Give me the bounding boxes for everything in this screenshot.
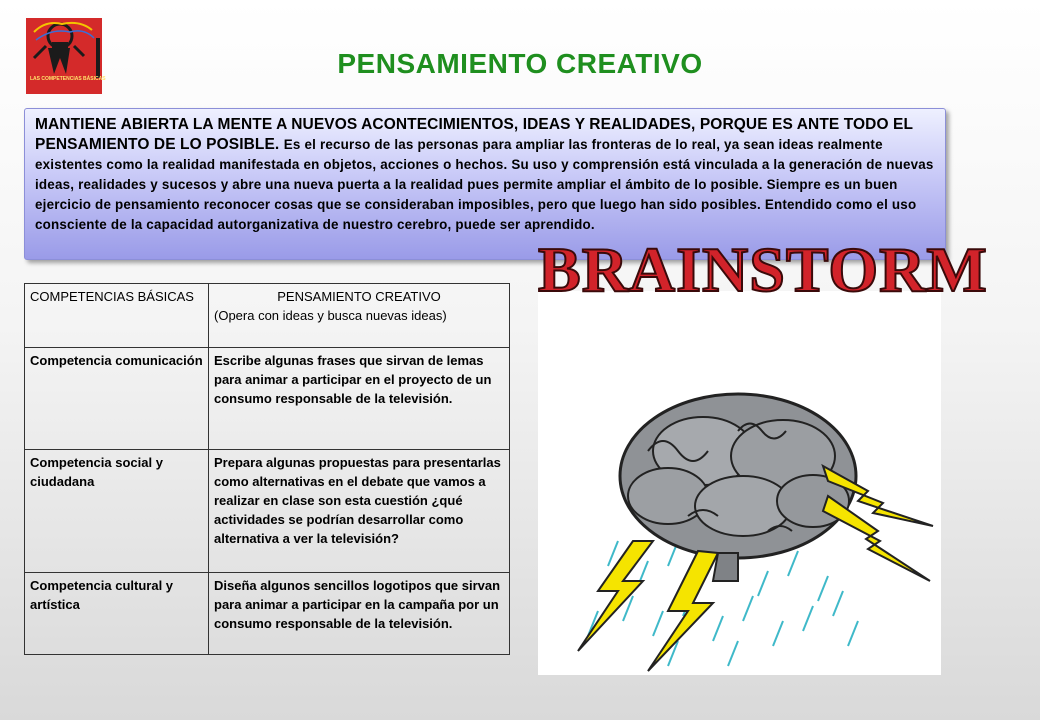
table-row: [25, 450, 510, 573]
brainstorm-illustration: [538, 234, 988, 675]
logo-caption: LAS COMPETENCIAS BÁSICAS: [30, 76, 106, 82]
header-creative-thinking: [209, 284, 510, 348]
row-activity: Escribe algunas frases que sirvan de lemas para animar a participar en el proyecto de un consumo responsable de la televisión.: [209, 348, 510, 450]
header-competences: COMPETENCIAS BÁSICAS: [25, 284, 209, 348]
row-competence: Competencia cultural y artística: [25, 573, 209, 655]
intro-body: Es el recurso de las personas para ampliar las fronteras de lo real, ya sean ideas realmente existentes como la realidad manifestada en objetos, acciones o hechos. Su uso y comprensión está vinculada a la generación de nuevas ideas, realidades y sucesos y abre una nueva puerta a la realidad pues permite ampliar el ámbito de lo posible. Siempre es un buen ejercicio de pensamiento reconocer cosas que se consideraban imposibles, pero que luego han sido posibles. Entendido como el uso consciente de la capacidad autorganizativa de nuestro cerebro, puede ser aprendido.: [35, 137, 934, 232]
table-header-row: [25, 284, 510, 348]
brain-icon: [620, 394, 856, 581]
row-activity: Prepara algunas propuestas para presentarlas como alternativas en el debate que vamos a realizar en clase son esta cuestión ¿qué actividades se podrían desarrollar como alternativa a ver la televisión?: [209, 450, 510, 573]
row-competence: Competencia comunicación: [25, 348, 209, 450]
intro-lead: MANTIENE ABIERTA LA MENTE A NUEVOS ACONTECIMIENTOS, IDEAS Y REALIDADES, PORQUE ES ANTE TODO EL PENSAMIENTO DE LO POSIBLE.: [35, 116, 913, 153]
header-title: PENSAMIENTO CREATIVO: [277, 289, 441, 304]
table-row: [25, 348, 510, 450]
header-subtitle: (Opera con ideas y busca nuevas ideas): [214, 308, 447, 323]
competences-table: [24, 283, 510, 655]
row-competence: Competencia social y ciudadana: [25, 450, 209, 573]
row-activity: Diseña algunos sencillos logotipos que sirvan para animar a participar en la campaña por un consumo responsable de la televisión.: [209, 573, 510, 655]
brainstorm-word: BRAINSTORM: [538, 234, 988, 305]
table-row: [25, 573, 510, 655]
page-title: PENSAMIENTO CREATIVO: [337, 48, 703, 79]
